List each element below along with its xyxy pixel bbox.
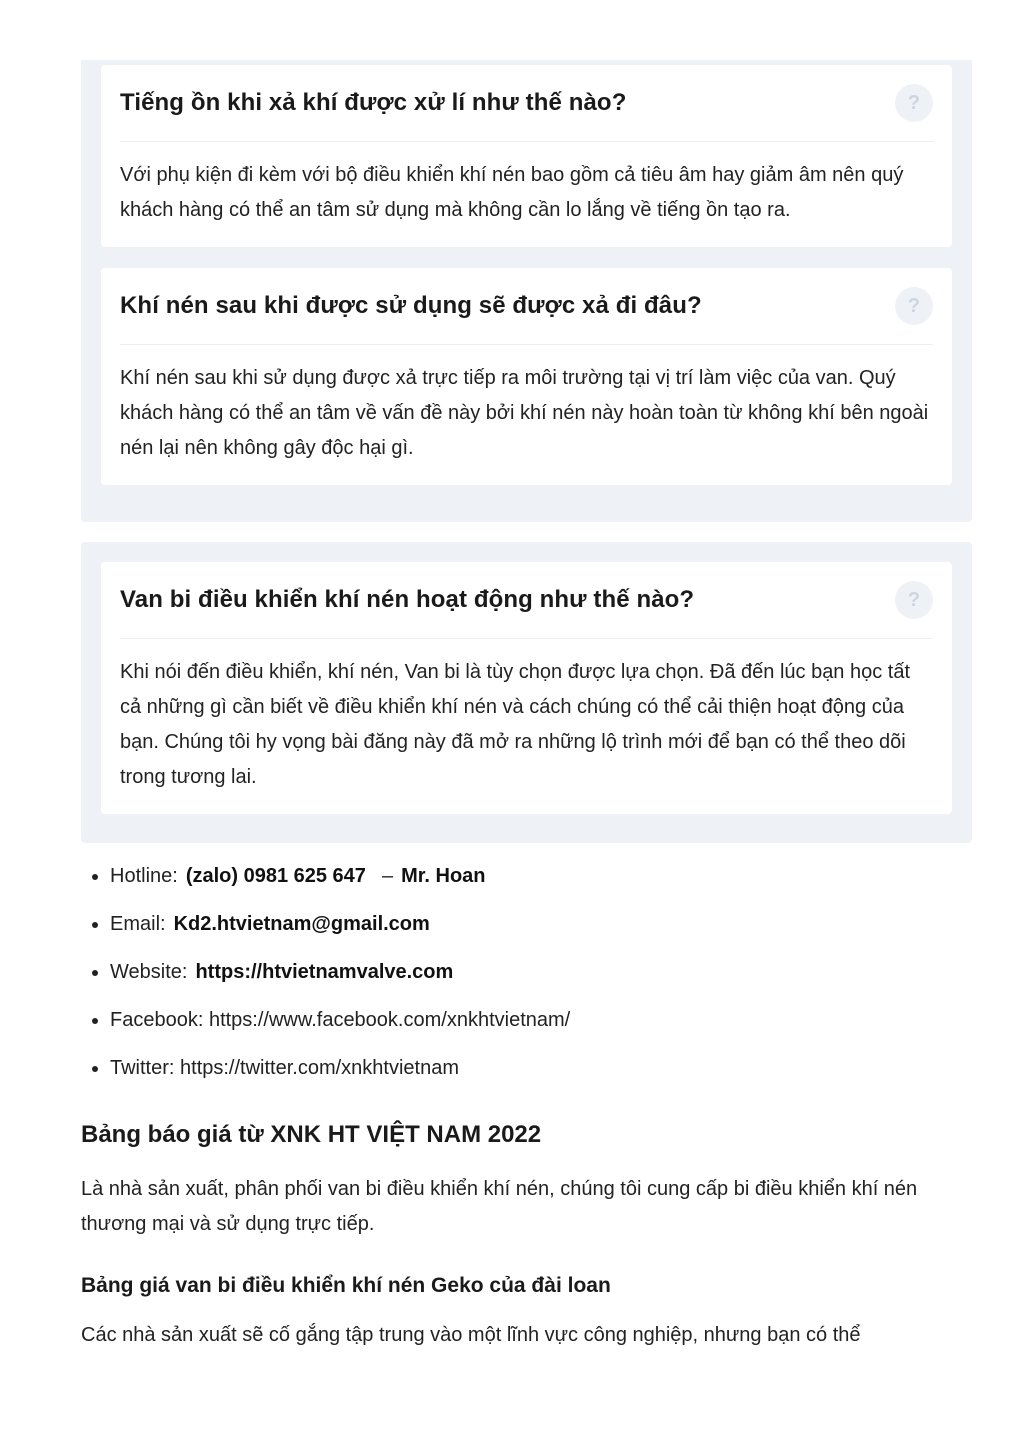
faq-answer: Với phụ kiện đi kèm với bộ điều khiển khí nén bao gồm cả tiêu âm hay giảm âm nên quý khách hàng có thể an tâm sử dụng mà không cần lo lắng về tiếng ồn tạo ra. <box>120 164 904 221</box>
contact-email <box>110 910 990 958</box>
website-label: Website: <box>110 961 188 983</box>
faq-question[interactable]: Van bi điều khiển khí nén hoạt động như thế nào? <box>120 586 695 613</box>
faq-question[interactable]: Khí nén sau khi được sử dụng sẽ được xả đi đâu? <box>120 292 702 319</box>
faq-item <box>101 562 952 814</box>
email-label: Email: <box>110 913 166 935</box>
contact-hotline <box>110 862 990 910</box>
question-icon[interactable]: ? <box>895 84 933 122</box>
twitter-text[interactable]: Twitter: https://twitter.com/xnkhtvietnam <box>110 1057 460 1079</box>
faq-question[interactable]: Tiếng ồn khi xả khí được xử lí như thế nào? <box>120 89 627 116</box>
facebook-text[interactable]: Facebook: https://www.facebook.com/xnkhtvietnam/ <box>110 1009 571 1031</box>
faq-item <box>101 65 952 247</box>
question-icon[interactable]: ? <box>895 581 933 619</box>
faq-question-row[interactable] <box>120 562 933 639</box>
faq-answer: Khi nói đến điều khiển, khí nén, Van bi là tùy chọn được lựa chọn. Đã đến lúc bạn học tất cả những gì cần biết về điều khiển khí nén và cách chúng có thể cải thiện hoạt động của bạn. Chúng tôi hy vọng bài đăng này đã mở ra những lộ trình mới để bạn có thể theo dõi trong tương lai. <box>120 661 911 788</box>
faq-group-2 <box>81 542 972 843</box>
faq-group-1 <box>81 60 972 522</box>
hotline-number[interactable]: (zalo) 0981 625 647 <box>185 865 366 887</box>
question-icon[interactable]: ? <box>895 287 933 325</box>
faq-question-row[interactable] <box>120 65 933 142</box>
section-subheading: Bảng giá van bi điều khiển khí nén Geko của đài loan <box>81 1274 611 1297</box>
hotline-label: Hotline: <box>110 865 178 887</box>
hotline-contact-name: Mr. Hoan <box>401 865 486 887</box>
contact-facebook <box>110 1006 990 1054</box>
email-link[interactable]: Kd2.htvietnam@gmail.com <box>173 913 430 935</box>
section-intro: Là nhà sản xuất, phân phối van bi điều khiển khí nén, chúng tôi cung cấp bi điều khiển khí nén thương mại và sử dụng trực tiếp. <box>81 1178 918 1235</box>
hotline-separator: – <box>381 865 394 887</box>
section-heading: Bảng báo giá từ XNK HT VIỆT NAM 2022 <box>81 1121 542 1148</box>
contact-list <box>81 862 990 1102</box>
faq-item <box>101 268 952 485</box>
faq-answer: Khí nén sau khi sử dụng được xả trực tiếp ra môi trường tại vị trí làm việc của van. Quý khách hàng có thể an tâm về vấn đề này bởi khí nén này hoàn toàn từ không khí bên ngoài nén lại nên không gây độc hại gì. <box>120 367 929 459</box>
website-link[interactable]: https://htvietnamvalve.com <box>195 961 454 983</box>
faq-question-row[interactable] <box>120 268 933 345</box>
section-paragraph: Các nhà sản xuất sẽ cố gắng tập trung vào một lĩnh vực công nghiệp, nhưng bạn có thể <box>81 1324 861 1346</box>
contact-twitter <box>110 1054 990 1102</box>
contact-website <box>110 958 990 1006</box>
